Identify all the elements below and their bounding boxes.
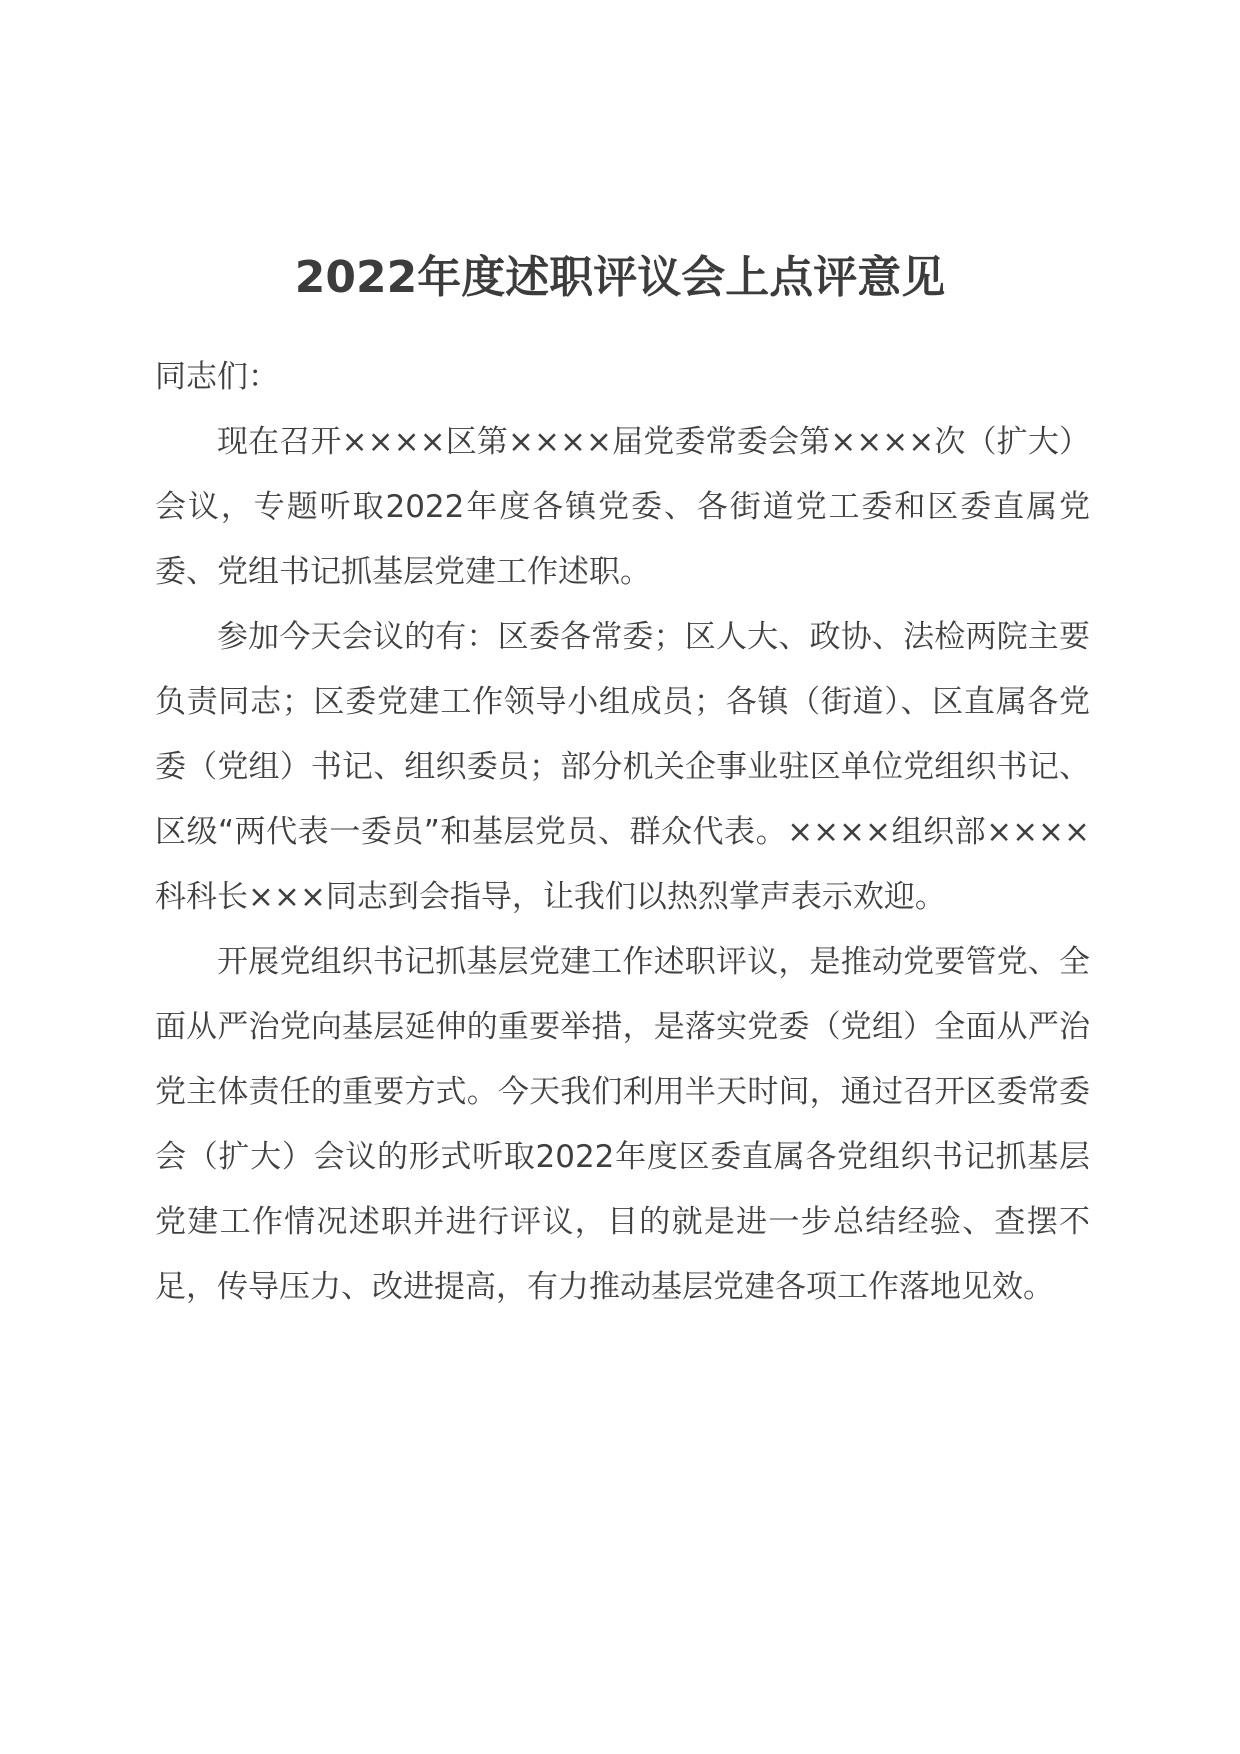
document-title: 2022年度述职评议会上点评意见 (294, 252, 946, 303)
paragraph-2: 参加今天会议的有：区委各常委；区人大、政协、法检两院主要负责同志；区委党建工作领导小组成员；各镇（街道）、区直属各党委（党组）书记、组织委员；部分机关企事业驻区单位党组织书记、区级“两代表一委员”和基层党员、群众代表。××××组织部××××科科长×××同志到会指导，让我们以热烈掌声表示欢迎。 (155, 619, 1090, 915)
greeting: 同志们： (155, 359, 279, 395)
paragraph-3: 开展党组织书记抓基层党建工作述职评议，是推动党要管党、全面从严治党向基层延伸的重要举措，是落实党委（党组）全面从严治党主体责任的重要方式。今天我们利用半天时间，通过召开区委常委会（扩大）会议的形式听取2022年度区委直属各党组织书记抓基层党建工作情况述职并进行评议，目的就是进一步总结经验、查摆不足，传导压力、改进提高，有力推动基层党建各项工作落地见效。 (155, 944, 1090, 1305)
document-body (155, 345, 1090, 1320)
paragraph-1: 现在召开××××区第××××届党委常委会第××××次（扩大）会议，专题听取2022年度各镇党委、各街道党工委和区委直属党委、党组书记抓基层党建工作述职。 (155, 424, 1090, 590)
